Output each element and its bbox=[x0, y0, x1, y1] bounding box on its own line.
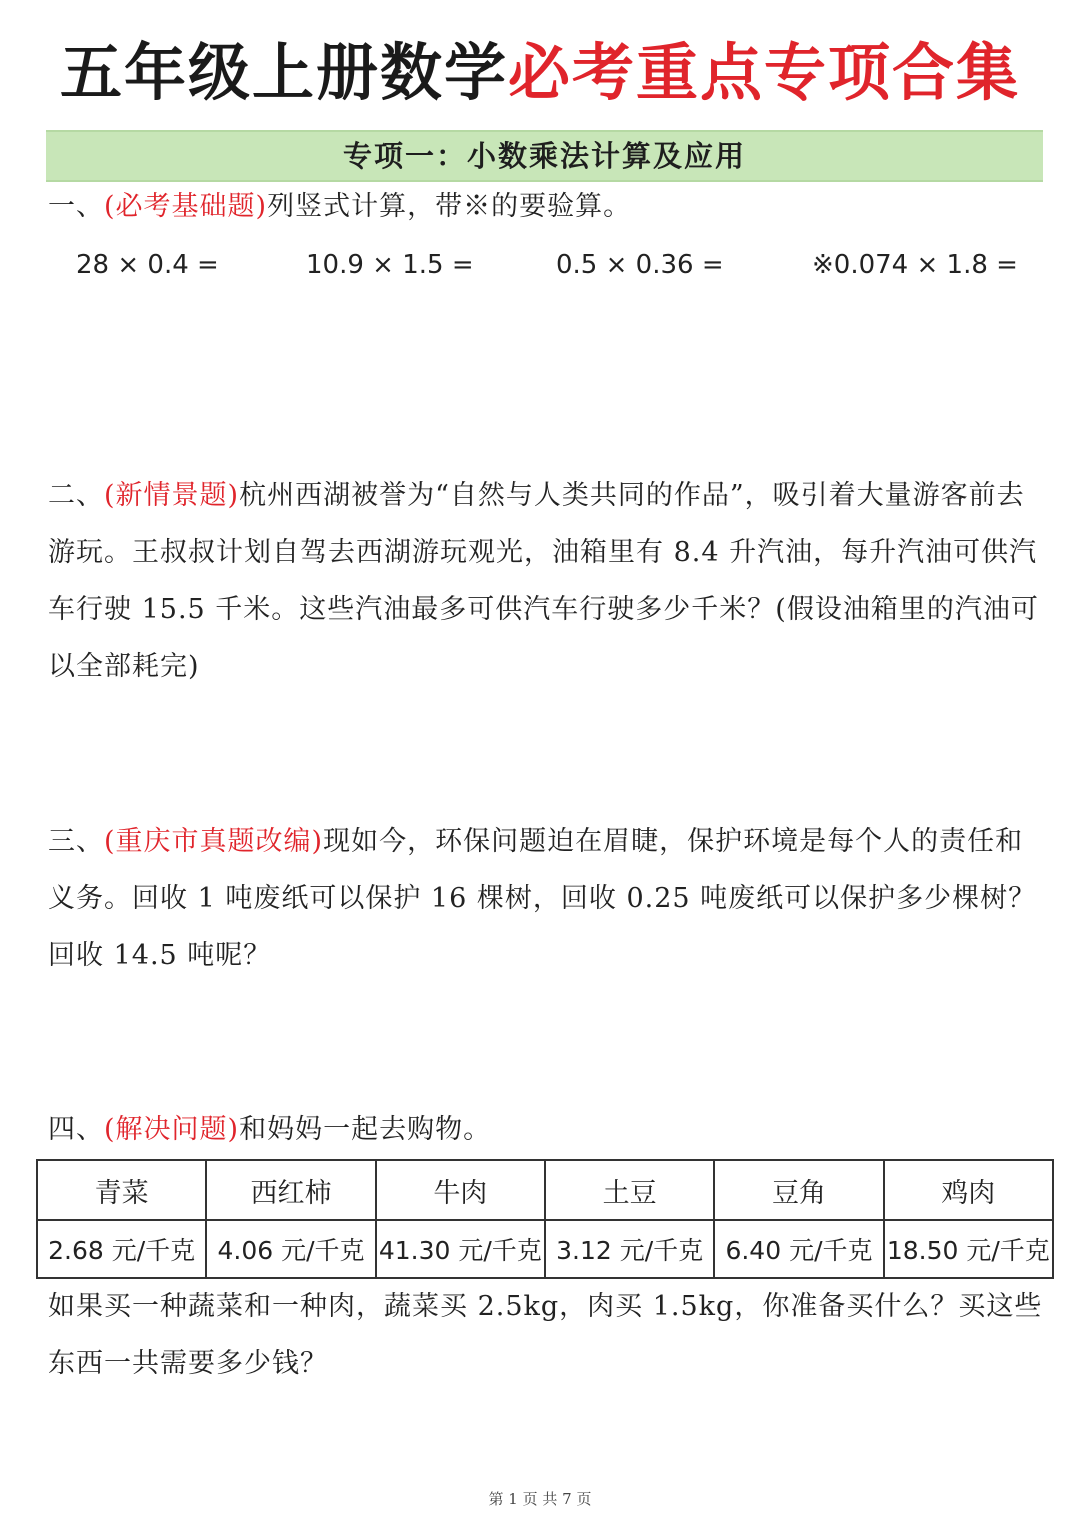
item-name-cell: 青菜 bbox=[37, 1160, 206, 1220]
question-1-text: 列竖式计算，带※的要验算。 bbox=[267, 191, 632, 222]
section-banner: 专项一：小数乘法计算及应用 bbox=[46, 130, 1043, 182]
question-4-follow-up: 如果买一种蔬菜和一种肉，蔬菜买 2.5kg，肉买 1.5kg，你准备买什么？买这些东西一共需要多少钱？ bbox=[48, 1291, 1043, 1379]
exercise-item: 28 × 0.4 = bbox=[76, 250, 219, 280]
question-4-tag: (解决问题) bbox=[104, 1114, 240, 1145]
price-table bbox=[36, 1159, 1054, 1279]
item-price-cell: 41.30 元/千克 bbox=[376, 1220, 545, 1278]
question-1-tag: (必考基础题) bbox=[104, 191, 268, 222]
item-price-cell: 18.50 元/千克 bbox=[884, 1220, 1053, 1278]
question-1 bbox=[48, 178, 1048, 235]
item-name-cell: 西红柿 bbox=[206, 1160, 375, 1220]
question-3-tag: (重庆市真题改编) bbox=[104, 826, 324, 857]
item-price-cell: 4.06 元/千克 bbox=[206, 1220, 375, 1278]
price-table-header-row bbox=[37, 1160, 1053, 1220]
exercise-item: 0.5 × 0.36 = bbox=[556, 250, 724, 280]
question-4 bbox=[48, 1101, 1048, 1158]
price-table-value-row bbox=[37, 1220, 1053, 1278]
question-3 bbox=[48, 813, 1048, 984]
exercise-item: 10.9 × 1.5 = bbox=[306, 250, 474, 280]
exercise-row bbox=[0, 240, 1080, 290]
exercise-item: ※0.074 × 1.8 = bbox=[812, 250, 1018, 280]
question-4-text: 和妈妈一起去购物。 bbox=[239, 1114, 492, 1145]
question-2-tag: (新情景题) bbox=[104, 480, 240, 511]
question-3-number: 三、 bbox=[48, 826, 104, 857]
question-3-text: 现如今，环保问题迫在眉睫，保护环境是每个人的责任和义务。回收 1 吨废纸可以保护 16 棵树，回收 0.25 吨废纸可以保护多少棵树？回收 14.5 吨呢？ bbox=[48, 826, 1037, 971]
item-name-cell: 豆角 bbox=[714, 1160, 883, 1220]
title-main: 五年级上册数学 bbox=[59, 36, 508, 109]
item-price-cell: 6.40 元/千克 bbox=[714, 1220, 883, 1278]
question-2-text: 杭州西湖被誉为“自然与人类共同的作品”，吸引着大量游客前去游玩。王叔叔计划自驾去西湖游玩观光，油箱里有 8.4 升汽油，每升汽油可供汽车行驶 15.5 千米。这些汽油最多可供汽车行驶多少千米？(假设油箱里的汽油可以全部耗完) bbox=[48, 480, 1039, 682]
title-highlight: 必考重点专项合集 bbox=[508, 36, 1021, 109]
item-name-cell: 牛肉 bbox=[376, 1160, 545, 1220]
page-title bbox=[0, 28, 1080, 118]
page-number: 第 1 页 共 7 页 bbox=[488, 1490, 592, 1508]
question-1-number: 一、 bbox=[48, 191, 104, 222]
item-price-cell: 3.12 元/千克 bbox=[545, 1220, 714, 1278]
question-2 bbox=[48, 467, 1048, 695]
item-name-cell: 土豆 bbox=[545, 1160, 714, 1220]
question-4-number: 四、 bbox=[48, 1114, 104, 1145]
item-name-cell: 鸡肉 bbox=[884, 1160, 1053, 1220]
question-2-number: 二、 bbox=[48, 480, 104, 511]
item-price-cell: 2.68 元/千克 bbox=[37, 1220, 206, 1278]
